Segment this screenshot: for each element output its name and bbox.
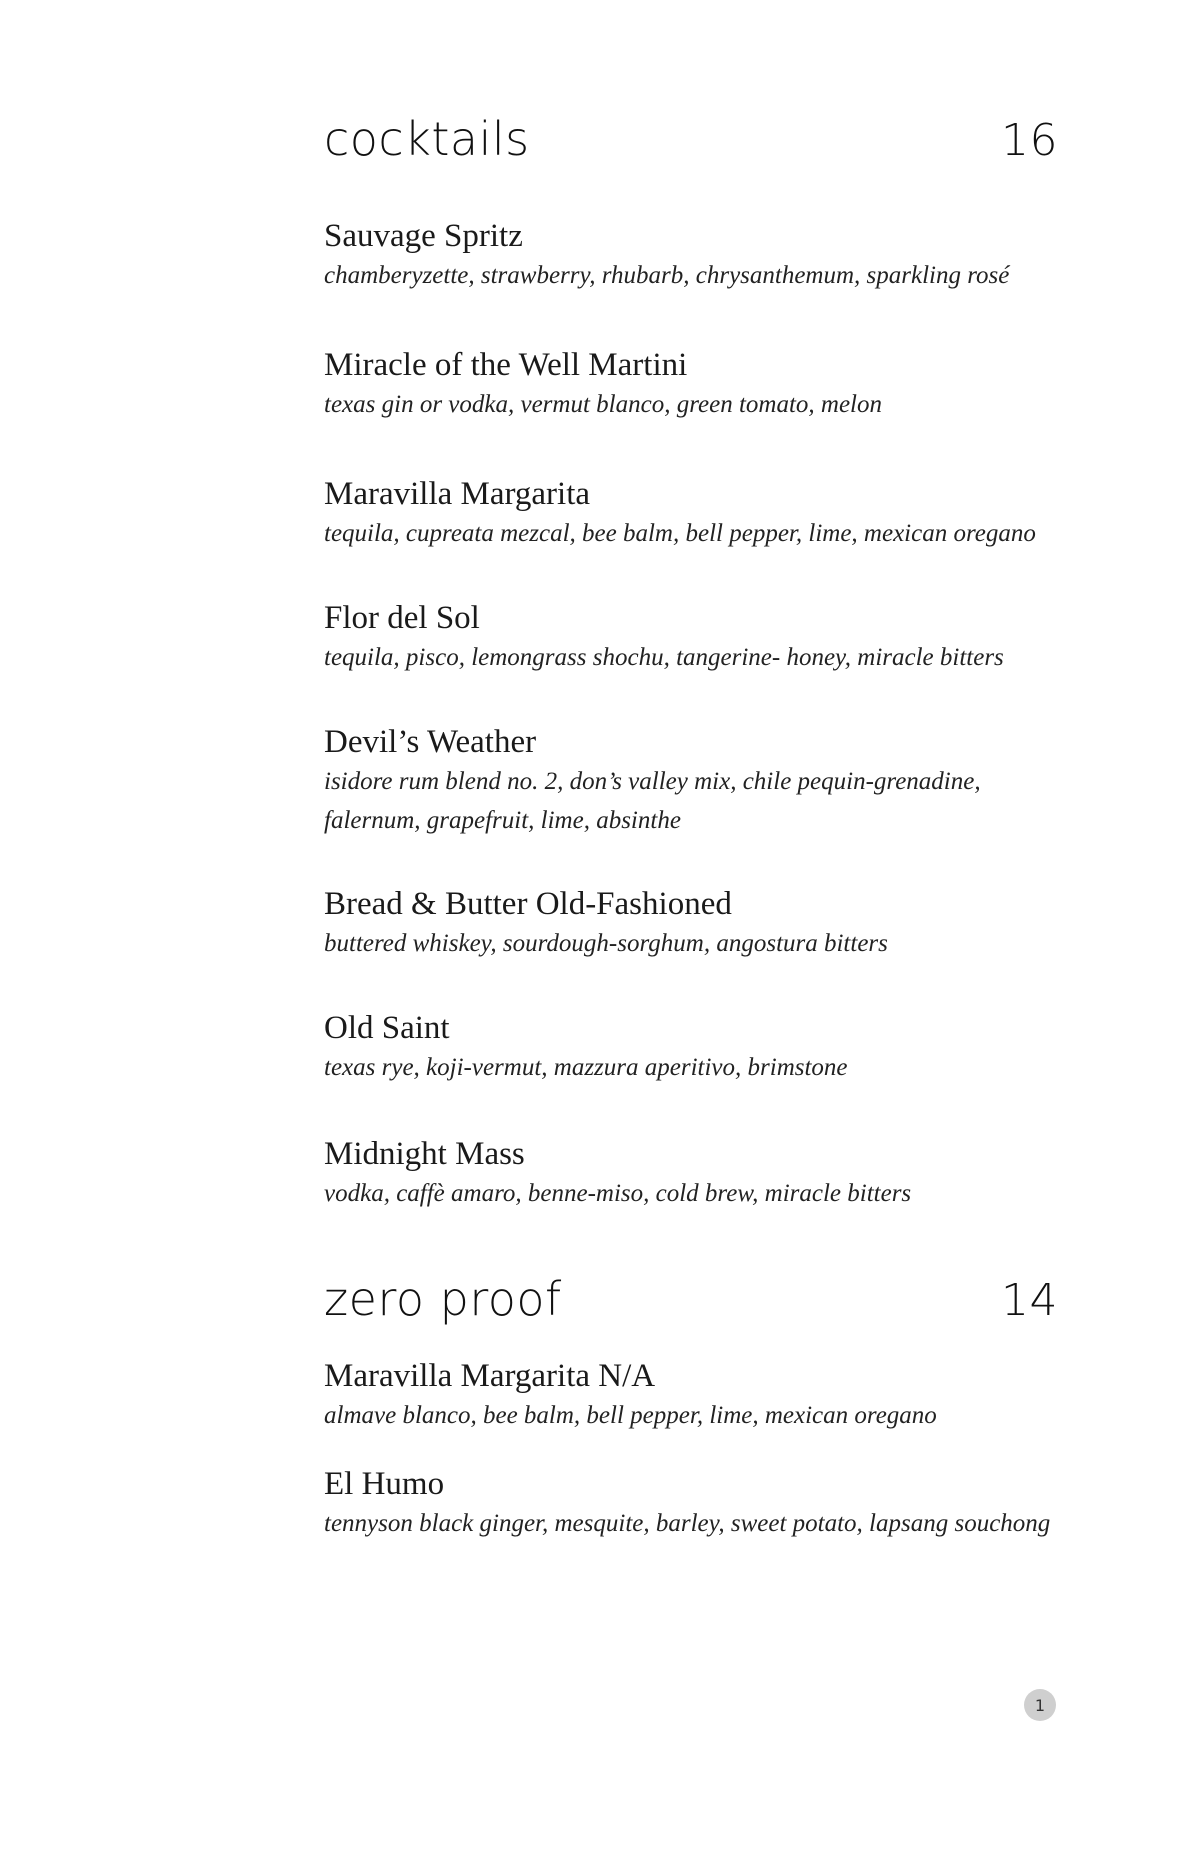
menu-item [324,216,1064,295]
section-title: cocktails [324,112,530,166]
menu-item [324,598,1064,677]
section-header-zero-proof [324,1272,1058,1326]
menu-item [324,1356,1064,1435]
section-title: zero proof [324,1272,562,1326]
item-description: texas rye, koji-vermut, mazzura aperitivo, brimstone [324,1054,848,1081]
item-description: texas gin or vodka, vermut blanco, green tomato, melon [324,391,882,418]
item-name: El Humo [324,1466,445,1502]
item-name: Old Saint [324,1010,450,1046]
item-description: vodka, caffè amaro, benne-miso, cold brew, miracle bitters [324,1180,912,1207]
section-header-cocktails [324,112,1058,166]
item-name: Miracle of the Well Martini [324,347,688,383]
item-name: Bread & Butter Old-Fashioned [324,886,732,922]
item-description: chamberyzette, strawberry, rhubarb, chrysanthemum, sparkling rosé [324,262,1010,289]
item-name: Devil’s Weather [324,724,537,760]
menu-item [324,1008,1064,1087]
menu-item [324,345,1064,424]
item-description: tequila, cupreata mezcal, bee balm, bell pepper, lime, mexican oregano [324,520,1036,547]
menu-item [324,474,1064,553]
item-name: Flor del Sol [324,600,480,636]
page-number-badge: 1 [1024,1689,1056,1721]
menu-item [324,1464,1064,1543]
item-name: Maravilla Margarita [324,476,591,512]
item-name: Midnight Mass [324,1136,525,1172]
menu-item [324,884,1064,963]
item-description: almave blanco, bee balm, bell pepper, lime, mexican oregano [324,1402,937,1429]
section-price: 14 [1001,1275,1058,1326]
menu-item [324,722,1064,840]
item-description: isidore rum blend no. 2, don’s valley mix, chile pequin-grenadine, falernum, grapefruit, lime, absinthe [324,768,981,834]
item-description: tennyson black ginger, mesquite, barley, sweet potato, lapsang souchong [324,1510,1051,1537]
item-description: tequila, pisco, lemongrass shochu, tangerine- honey, miracle bitters [324,644,1004,671]
item-name: Sauvage Spritz [324,218,523,254]
menu-item [324,1134,1064,1213]
section-price: 16 [1001,115,1058,166]
item-name: Maravilla Margarita N/A [324,1358,656,1394]
item-description: buttered whiskey, sourdough-sorghum, angostura bitters [324,930,888,957]
